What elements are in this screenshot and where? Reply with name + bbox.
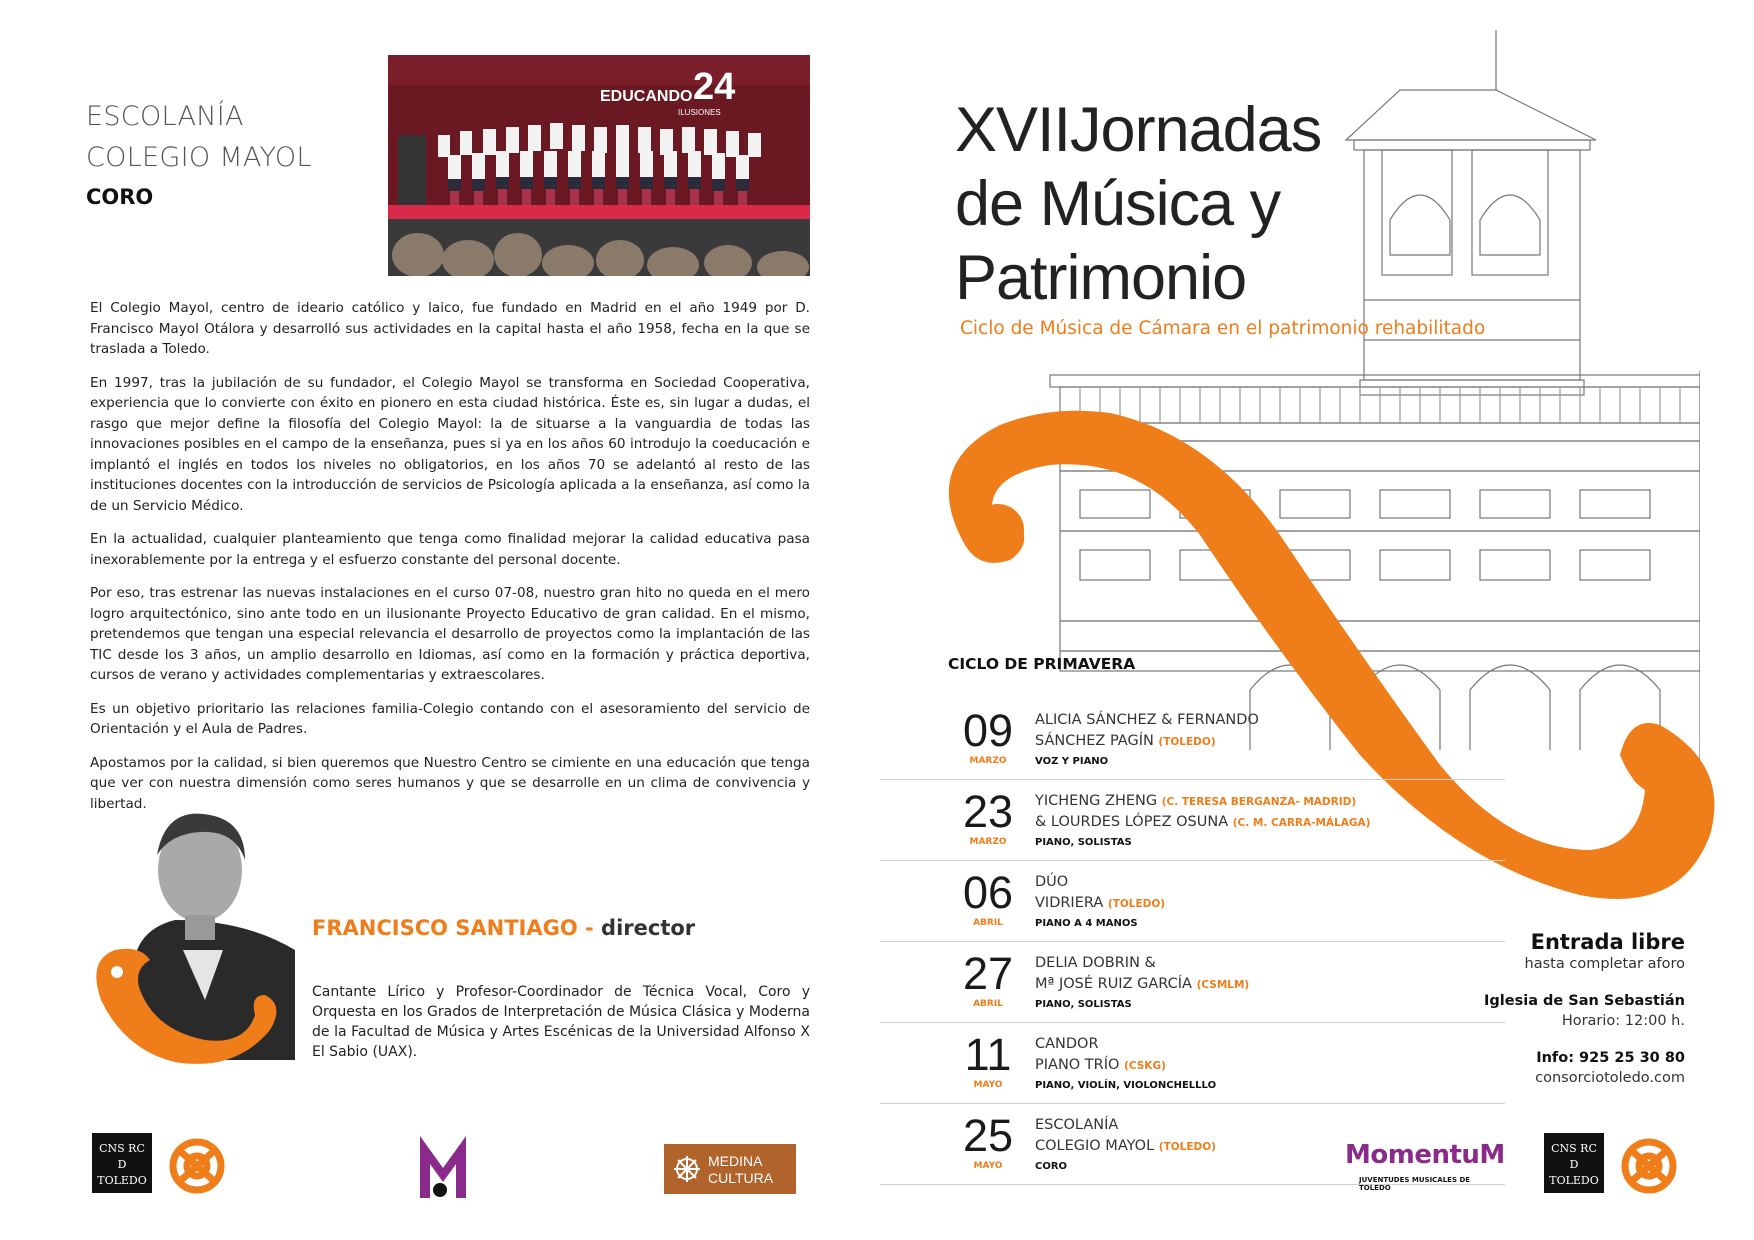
- consorcio-logo: CNS RC D TOLEDO: [1544, 1133, 1604, 1193]
- concert-month: MARZO: [969, 837, 1007, 847]
- concert-day: 09: [962, 705, 1014, 756]
- director-name-text: FRANCISCO SANTIAGO -: [312, 916, 594, 940]
- concert-format: VOZ Y PIANO: [1035, 756, 1109, 767]
- info-phone: Info: 925 25 30 80: [1536, 1050, 1685, 1066]
- concert-performers: DELIA DOBRIN &: [1035, 955, 1156, 971]
- concert-performers: PIANO TRÍO: [1035, 1057, 1120, 1073]
- momentum-logo: MomentuM JUVENTUDES MUSICALES DE TOLEDO: [1345, 1140, 1505, 1192]
- concert-performers: SÁNCHEZ PAGÍN: [1035, 733, 1154, 749]
- concert-day: 23: [962, 786, 1014, 837]
- concert-day: 06: [962, 867, 1014, 918]
- paragraph: En la actualidad, cualquier planteamiento que tenga como finalidad mejorar la calidad educativa pasa inexorablemente por la entrega y el esfuerzo constante del personal docente.: [90, 531, 810, 568]
- concert-item: [880, 781, 1505, 861]
- concert-month: MAYO: [973, 1161, 1003, 1171]
- concert-origin: (C. M. CARRA-MÁLAGA): [1232, 817, 1371, 829]
- concert-format: PIANO, SOLISTAS: [1035, 999, 1132, 1010]
- choir-title: [86, 96, 312, 178]
- paragraph: Por eso, tras estrenar las nuevas instalaciones en el curso 07-08, nuestro gran hito no queda en el mero logro arquitectónico, sino ante todo en un ilusionante Proyecto Educativo de gran calidad. En el mismo, pretendemos que tengan una especial relevancia el desarrollo de proyectos como la implantación de las TIC desde los 3 años, un amplio desarrollo en Idiomas, así como en la formación y práctica deportiva, cursos de verano y actividades complementarias y extraescolares.: [90, 585, 810, 683]
- concert-format: CORO: [1035, 1161, 1068, 1172]
- medina-cultura-logo: MEDINA CULTURA: [664, 1144, 796, 1194]
- concert-day: 11: [964, 1029, 1012, 1080]
- choir-subtitle: CORO: [86, 185, 154, 209]
- concert-performers: VIDRIERA: [1035, 895, 1104, 911]
- concert-performers: Mª JOSÉ RUIZ GARCÍA: [1035, 976, 1192, 992]
- concert-day: 27: [962, 948, 1014, 999]
- concert-month: MAYO: [973, 1080, 1003, 1090]
- concert-month: ABRIL: [973, 999, 1003, 1009]
- event-subtitle: Ciclo de Música de Cámara en el patrimonio rehabilitado: [960, 318, 1486, 339]
- photo-banner-text: EDUCANDO: [600, 88, 693, 105]
- venue-name: Iglesia de San Sebastián: [1484, 993, 1685, 1009]
- admission-note: hasta completar aforo: [1524, 956, 1685, 972]
- concert-performers: CANDOR: [1035, 1036, 1099, 1052]
- concert-format: PIANO A 4 MANOS: [1035, 918, 1138, 929]
- concert-origin: (TOLEDO): [1158, 1141, 1216, 1153]
- choir-title-line1: ESCOLANÍA: [86, 101, 244, 132]
- concert-performers: YICHENG ZHENG: [1035, 793, 1158, 809]
- director-portrait: [95, 800, 295, 1080]
- paragraph: En 1997, tras la jubilación de su fundador, el Colegio Mayol se transforma en Sociedad Cooperativa, experiencia que lo convierte con éxito en pionero en esta ciudad histórica. Éste es, sin lugar a dudas, el rasgo que mejor define la filosofía del Colegio Mayol: la de situarse a la vanguardia de todas las innovaciones posibles en el campo de la enseñanza, pues si ya en los años 60 introdujo la coeducación e implantó el inglés en todos los niveles no obligatorios, en los años 70 se adelantó al resto de las instituciones docentes con la introducción de servicios de Psicología aplicada a la enseñanza, así como la de un Servicio Médico.: [90, 374, 810, 514]
- concert-origin: (TOLEDO): [1158, 736, 1216, 748]
- concert-origin: (CSMLM): [1196, 979, 1250, 991]
- concert-performers: & LOURDES LÓPEZ OSUNA: [1035, 814, 1229, 830]
- director-role: director: [601, 916, 696, 940]
- photo-banner-number: 24: [693, 66, 736, 108]
- concert-origin: (C. TERESA BERGANZA- MADRID): [1161, 796, 1357, 808]
- concert-origin: (TOLEDO): [1107, 898, 1166, 910]
- choir-photo: [388, 55, 810, 276]
- paragraph: Apostamos por la calidad, si bien queremos que Nuestro Centro se cimiente en una educación que tenga que ver con nuestra dimensión como seres humanos y que se desarrolle en un clima de convivencia y libertad.: [90, 754, 810, 812]
- concert-month: ABRIL: [973, 918, 1003, 928]
- director-bio: Cantante Lírico y Profesor-Coordinador de Técnica Vocal, Coro y Orquesta en los Grados de Interpretación de Música Clásica y Moderna de la Facultad de Música y Artes Escénicas de la Universidad Alfonso X El Sabio (UAX).: [312, 984, 810, 1060]
- concert-performers: ALICIA SÁNCHEZ & FERNANDO: [1035, 712, 1259, 728]
- concert-month: MARZO: [969, 756, 1007, 766]
- website[interactable]: consorciotoledo.com: [1535, 1070, 1685, 1086]
- event-title: [955, 93, 1321, 315]
- concert-format: PIANO, SOLISTAS: [1035, 837, 1132, 848]
- season-heading: CICLO DE PRIMAVERA: [948, 655, 1136, 673]
- paragraph: El Colegio Mayol, centro de ideario católico y laico, fue fundado en Madrid en el año 1949 por D. Francisco Mayol Otálora y desarrolló sus actividades en la capital hasta el año 1958, fecha en la que se traslada a Toledo.: [90, 300, 810, 357]
- choir-title-line2: COLEGIO MAYOL: [86, 142, 312, 173]
- schedule: Horario: 12:00 h.: [1561, 1013, 1685, 1029]
- photo-banner-sub: ILUSIONES: [678, 108, 721, 117]
- school-description: [90, 298, 810, 827]
- consorcio-logo: CNS RC D TOLEDO: [92, 1133, 152, 1193]
- concert-performers: DÚO: [1035, 874, 1069, 890]
- event-title-line: XVIIJornadas: [955, 95, 1322, 165]
- m-logo: [418, 1130, 468, 1200]
- orange-knot-logo: [162, 1133, 232, 1199]
- concert-format: PIANO, VIOLÍN, VIOLONCHELLLO: [1035, 1080, 1217, 1091]
- admission-info: [1400, 930, 1685, 1088]
- concert-origin: (CSKG): [1124, 1060, 1166, 1072]
- event-title-line: de Música y: [955, 169, 1281, 239]
- director-name: [312, 916, 695, 940]
- event-title-line: Patrimonio: [955, 243, 1247, 313]
- concert-performers: COLEGIO MAYOL: [1035, 1138, 1155, 1154]
- paragraph: Es un objetivo prioritario las relaciones familia-Colegio contando con el asesoramiento del servicio de Orientación y el Aula de Padres.: [90, 700, 810, 737]
- concert-performers: ESCOLANÍA: [1035, 1117, 1119, 1133]
- concert-day: 25: [962, 1110, 1014, 1161]
- admission-title: Entrada libre: [1530, 930, 1685, 954]
- concert-item: [880, 700, 1505, 780]
- orange-knot-logo: [1614, 1133, 1684, 1199]
